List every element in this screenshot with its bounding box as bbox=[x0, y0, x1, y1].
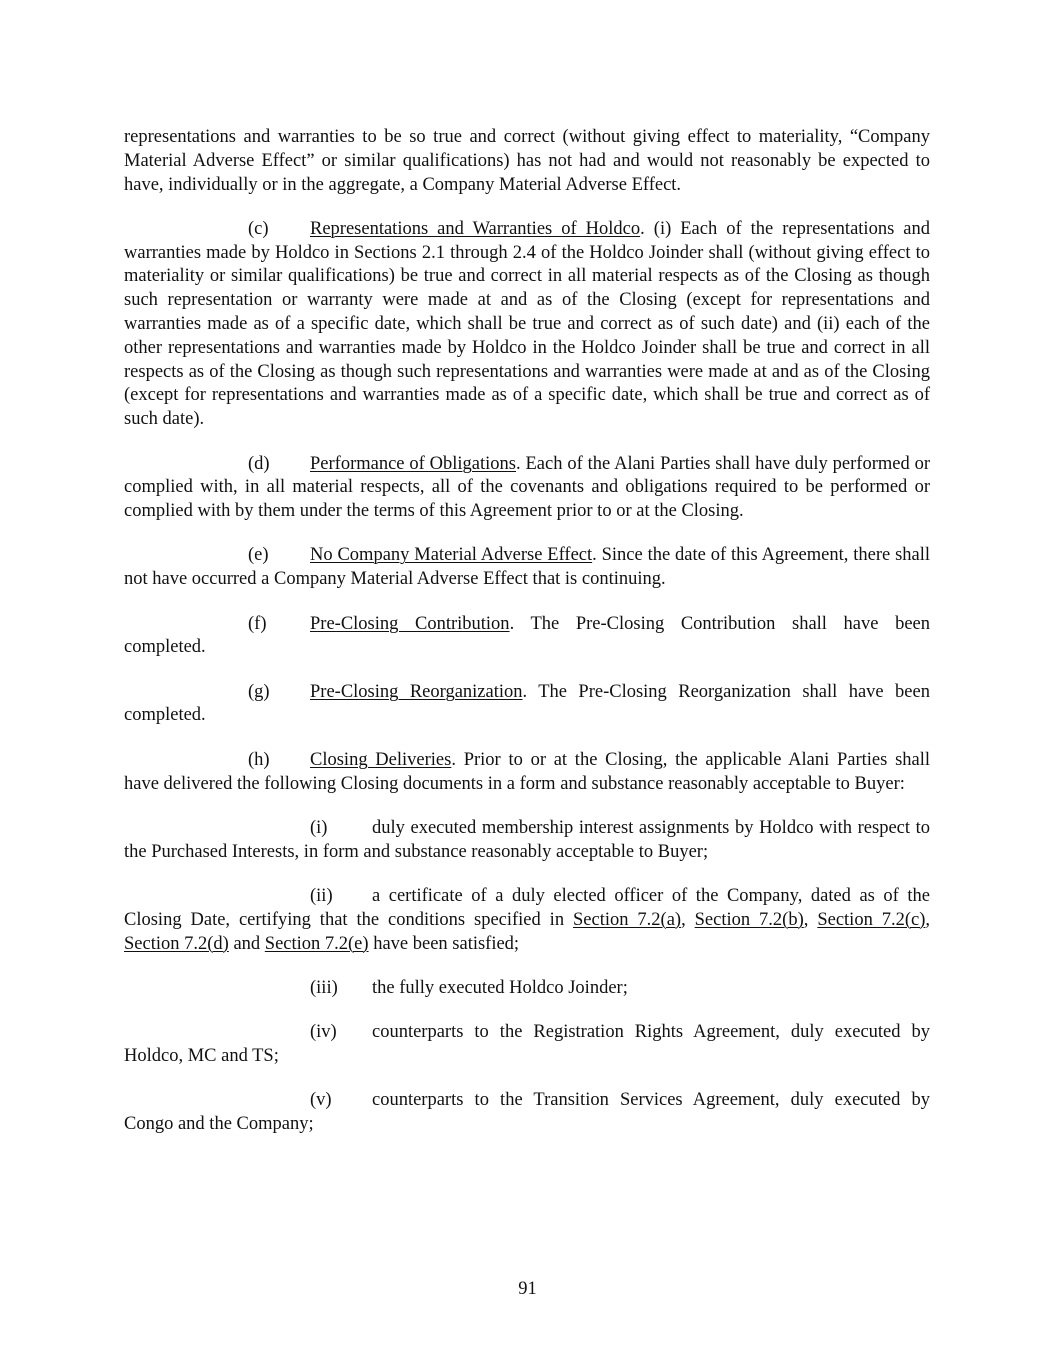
ref-separator: , bbox=[681, 909, 695, 930]
section-f-paragraph bbox=[124, 613, 930, 661]
ref-separator: , bbox=[925, 909, 931, 930]
section-ref-7-2-d: Section 7.2(d) bbox=[124, 933, 229, 954]
section-d-heading: Performance of Obligations bbox=[310, 453, 516, 474]
item-v-label: (v) bbox=[310, 1090, 332, 1111]
page-number: 91 bbox=[518, 1279, 537, 1299]
item-i-paragraph bbox=[124, 817, 930, 865]
item-ii-paragraph bbox=[124, 885, 930, 956]
section-g-heading: Pre-Closing Reorganization bbox=[310, 681, 523, 702]
document-page bbox=[124, 126, 930, 1137]
section-ref-7-2-e: Section 7.2(e) bbox=[264, 933, 369, 954]
section-ref-7-2-c: Section 7.2(c) bbox=[817, 909, 926, 930]
item-iii-paragraph bbox=[124, 977, 930, 1001]
section-e-heading: No Company Material Adverse Effect bbox=[310, 545, 593, 566]
item-iii-label: (iii) bbox=[310, 977, 338, 998]
item-ii-text-before: a certificate of a duly elected officer of the Company, dated as of the Closing Date, certifying that the conditions specified in bbox=[124, 885, 930, 930]
section-d-text: . Each of the Alani Parties shall have duly performed or complied with, in all material respects, all of the covenants and obligations required to be performed or complied with by them under the terms of this Agreement prior to or at the Closing. bbox=[124, 453, 930, 522]
section-d-label: (d) bbox=[248, 453, 270, 474]
item-iv-label: (iv) bbox=[310, 1022, 337, 1043]
ref-separator: and bbox=[228, 933, 265, 954]
ref-separator: , bbox=[803, 909, 818, 930]
section-g-label: (g) bbox=[248, 681, 270, 702]
section-g-paragraph bbox=[124, 681, 930, 729]
item-iii-text: the fully executed Holdco Joinder; bbox=[372, 977, 628, 998]
item-i-text: duly executed membership interest assignments by Holdco with respect to the Purchased Interests, in form and substance reasonably acceptable to Buyer; bbox=[124, 817, 930, 862]
section-h-paragraph bbox=[124, 749, 930, 797]
item-iv-paragraph bbox=[124, 1021, 930, 1069]
item-iv-text: counterparts to the Registration Rights Agreement, duly executed by Holdco, MC and TS; bbox=[124, 1022, 930, 1066]
section-e-label: (e) bbox=[248, 545, 269, 566]
item-i-label: (i) bbox=[310, 817, 328, 838]
section-g-text: . The Pre-Closing Reorganization shall have been completed. bbox=[124, 681, 930, 726]
section-h-heading: Closing Deliveries bbox=[310, 749, 452, 770]
item-ii-label: (ii) bbox=[310, 885, 333, 906]
item-ii-text-after: have been satisfied; bbox=[368, 933, 520, 954]
item-v-text: counterparts to the Transition Services Agreement, duly executed by Congo and the Company; bbox=[124, 1090, 930, 1134]
section-c-text: . (i) Each of the representations and warranties made by Holdco in Sections 2.1 through 2.4 of the Holdco Joinder shall (without giving effect to materiality or similar qualifications) be true and correct in all material respects as of the Closing as though such representation or warranty were made at and as of the Closing (except for representations and warranties made as of a specific date, which shall be true and correct as of such date) and (ii) each of the other representations and warranties made by Holdco in the Holdco Joinder shall be true and correct in all respects as of the Closing as though such representations and warranties were made at and as of the Closing (except for representations and warranties made as of a specific date, which shall be true and correct as of such date). bbox=[124, 218, 930, 430]
item-v-paragraph bbox=[124, 1089, 930, 1137]
section-ref-7-2-a: Section 7.2(a) bbox=[573, 909, 682, 930]
section-f-label: (f) bbox=[248, 613, 267, 634]
section-f-text: . The Pre-Closing Contribution shall have been completed. bbox=[124, 613, 930, 658]
section-h-text: . Prior to or at the Closing, the applicable Alani Parties shall have delivered the following Closing documents in a form and substance reasonably acceptable to Buyer: bbox=[124, 749, 931, 794]
section-e-paragraph bbox=[124, 544, 930, 592]
section-d-paragraph bbox=[124, 453, 930, 524]
section-f-heading: Pre-Closing Contribution bbox=[310, 613, 510, 634]
section-c-label: (c) bbox=[248, 218, 269, 239]
section-e-text: . Since the date of this Agreement, there shall not have occurred a Company Material Adverse Effect that is continuing. bbox=[124, 545, 931, 590]
section-h-label: (h) bbox=[248, 749, 270, 770]
section-c-heading: Representations and Warranties of Holdco bbox=[310, 218, 641, 239]
paragraph-text: representations and warranties to be so true and correct (without giving effect to materiality, “Company Material Adverse Effect” or similar qualifications) has not had and would not reasonably be expected to have, individually or in the aggregate, a Company Material Adverse Effect. bbox=[124, 127, 930, 195]
section-c-paragraph bbox=[124, 218, 930, 432]
paragraph-continuation bbox=[124, 126, 930, 197]
section-ref-7-2-b: Section 7.2(b) bbox=[694, 909, 804, 930]
